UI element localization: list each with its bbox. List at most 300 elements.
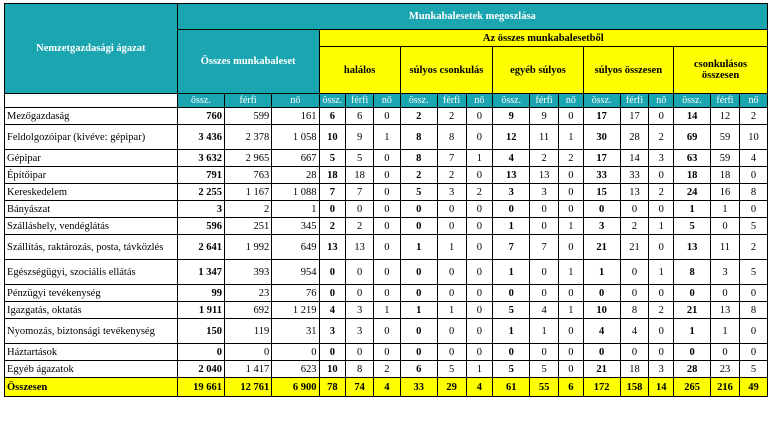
cell-value: 0: [437, 260, 466, 285]
cell-value: 251: [224, 218, 271, 235]
table-row: [5, 302, 768, 319]
table-row: [5, 235, 768, 260]
cell-value: 1: [400, 235, 437, 260]
cell-value: 31: [272, 319, 319, 344]
cell-value: 0: [466, 218, 493, 235]
cell-value: 12: [493, 125, 530, 150]
cell-value: 0: [583, 344, 620, 361]
cell-value: 33: [400, 378, 437, 397]
cell-value: 0: [346, 201, 374, 218]
cell-value: 0: [649, 201, 674, 218]
cell-value: 0: [649, 108, 674, 125]
cell-value: 0: [466, 167, 493, 184]
cell-value: 33: [583, 167, 620, 184]
cell-value: 0: [739, 167, 767, 184]
subheader-female: nő: [559, 94, 584, 108]
cell-value: 0: [437, 344, 466, 361]
sector-name: Építőipar: [5, 167, 178, 184]
cell-value: 150: [177, 319, 224, 344]
cell-value: 0: [674, 285, 711, 302]
cell-value: 99: [177, 285, 224, 302]
cell-value: 0: [466, 285, 493, 302]
sector-name: Bányászat: [5, 201, 178, 218]
cell-value: 3: [649, 361, 674, 378]
table-row: [5, 184, 768, 201]
table-row: [5, 361, 768, 378]
cell-value: 0: [400, 344, 437, 361]
accident-table: [4, 3, 768, 397]
cell-value: 0: [346, 260, 374, 285]
cell-value: 0: [649, 285, 674, 302]
cell-value: 78: [319, 378, 346, 397]
cell-value: 2 040: [177, 361, 224, 378]
cell-value: 1 911: [177, 302, 224, 319]
cell-value: 2: [400, 167, 437, 184]
subheader-male: férfi: [224, 94, 271, 108]
cell-value: 0: [400, 218, 437, 235]
subheader-total: össz.: [674, 94, 711, 108]
cell-value: 2: [649, 302, 674, 319]
cell-value: 3 436: [177, 125, 224, 150]
cell-value: 0: [739, 201, 767, 218]
cell-value: 2: [466, 184, 493, 201]
cell-value: 0: [272, 344, 319, 361]
cell-value: 172: [583, 378, 620, 397]
cell-value: 14: [649, 378, 674, 397]
cell-value: 3: [649, 150, 674, 167]
cell-value: 18: [620, 361, 649, 378]
cell-value: 0: [400, 201, 437, 218]
cell-value: 0: [559, 361, 584, 378]
cell-value: 0: [177, 344, 224, 361]
cell-value: 596: [177, 218, 224, 235]
cell-value: 1 088: [272, 184, 319, 201]
cell-value: 1: [530, 319, 559, 344]
cell-value: 1 417: [224, 361, 271, 378]
cell-value: 2: [319, 218, 346, 235]
cell-value: 2: [739, 235, 767, 260]
cell-value: 0: [530, 344, 559, 361]
cell-value: 1: [493, 218, 530, 235]
cell-value: 2: [374, 361, 401, 378]
cell-value: 55: [530, 378, 559, 397]
cell-value: 1 347: [177, 260, 224, 285]
cell-value: 3 632: [177, 150, 224, 167]
cell-value: 763: [224, 167, 271, 184]
cell-value: 1: [559, 218, 584, 235]
cell-value: 6: [319, 108, 346, 125]
cell-value: 1: [711, 319, 740, 344]
cell-value: 1: [272, 201, 319, 218]
cell-value: 12: [711, 108, 740, 125]
cell-value: 0: [583, 201, 620, 218]
cell-value: 8: [400, 150, 437, 167]
table-row: [5, 285, 768, 302]
cell-value: 14: [620, 150, 649, 167]
cell-value: 1: [559, 260, 584, 285]
cell-value: 24: [674, 184, 711, 201]
cell-value: 7: [530, 235, 559, 260]
cell-value: 954: [272, 260, 319, 285]
cell-value: 4: [530, 302, 559, 319]
cell-value: 0: [674, 344, 711, 361]
cell-value: 21: [620, 235, 649, 260]
cell-value: 10: [319, 125, 346, 150]
subheader-female: nő: [374, 94, 401, 108]
cell-value: 5: [674, 218, 711, 235]
sector-name: Igazgatás, oktatás: [5, 302, 178, 319]
sector-name: Összesen: [5, 378, 178, 397]
table-row: [5, 167, 768, 184]
cell-value: 0: [374, 218, 401, 235]
subheader-total: össz.: [177, 94, 224, 108]
cell-value: 8: [437, 125, 466, 150]
subheader-total: össz.: [319, 94, 346, 108]
cell-value: 5: [493, 361, 530, 378]
cell-value: 0: [224, 344, 271, 361]
cell-value: 8: [739, 184, 767, 201]
cell-value: 2: [530, 150, 559, 167]
subheader-female: nő: [272, 94, 319, 108]
cell-value: 8: [346, 361, 374, 378]
cell-value: 1: [466, 361, 493, 378]
cell-value: 1: [649, 260, 674, 285]
category-amputation-total: csonkulásos összesen: [674, 47, 768, 94]
cell-value: 1 219: [272, 302, 319, 319]
cell-value: 667: [272, 150, 319, 167]
cell-value: 1: [493, 319, 530, 344]
subheader-total: össz.: [493, 94, 530, 108]
cell-value: 0: [466, 235, 493, 260]
cell-value: 1: [466, 150, 493, 167]
cell-value: 16: [711, 184, 740, 201]
total-accidents-header: Összes munkabaleset: [177, 30, 319, 94]
cell-value: 21: [583, 361, 620, 378]
cell-value: 74: [346, 378, 374, 397]
cell-value: 393: [224, 260, 271, 285]
cell-value: 0: [374, 260, 401, 285]
cell-value: 13: [620, 184, 649, 201]
cell-value: 0: [400, 260, 437, 285]
cell-value: 345: [272, 218, 319, 235]
cell-value: 0: [559, 285, 584, 302]
cell-value: 4: [319, 302, 346, 319]
cell-value: 0: [466, 201, 493, 218]
cell-value: 13: [346, 235, 374, 260]
sector-name: Feldolgozóipar (kivéve: gépipar): [5, 125, 178, 150]
cell-value: 2 378: [224, 125, 271, 150]
cell-value: 2: [739, 108, 767, 125]
cell-value: 0: [437, 319, 466, 344]
cell-value: 17: [583, 108, 620, 125]
cell-value: 2: [559, 150, 584, 167]
cell-value: 30: [583, 125, 620, 150]
cell-value: 5: [739, 361, 767, 378]
subheader-male: férfi: [530, 94, 559, 108]
cell-value: 0: [437, 218, 466, 235]
cell-value: 2: [437, 108, 466, 125]
cell-value: 5: [493, 302, 530, 319]
cell-value: 649: [272, 235, 319, 260]
category-severe-amputation: súlyos csonkulás: [400, 47, 493, 94]
cell-value: 1: [559, 302, 584, 319]
cell-value: 0: [530, 260, 559, 285]
cell-value: 2 965: [224, 150, 271, 167]
cell-value: 0: [711, 285, 740, 302]
cell-value: 4: [739, 150, 767, 167]
cell-value: 23: [711, 361, 740, 378]
cell-value: 2: [437, 167, 466, 184]
cell-value: 0: [466, 125, 493, 150]
sector-header: Nemzetgazdasági ágazat: [5, 4, 178, 94]
subheader-row: [5, 94, 768, 108]
cell-value: 0: [649, 344, 674, 361]
cell-value: 216: [711, 378, 740, 397]
table-row: [5, 218, 768, 235]
cell-value: 29: [437, 378, 466, 397]
cell-value: 1 992: [224, 235, 271, 260]
cell-value: 1: [437, 302, 466, 319]
table-row: [5, 125, 768, 150]
cell-value: 623: [272, 361, 319, 378]
table-body: [5, 108, 768, 397]
cell-value: 15: [583, 184, 620, 201]
cell-value: 0: [530, 218, 559, 235]
cell-value: 19 661: [177, 378, 224, 397]
cell-value: 18: [319, 167, 346, 184]
cell-value: 1: [583, 260, 620, 285]
sector-name: Háztartások: [5, 344, 178, 361]
cell-value: 3: [583, 218, 620, 235]
cell-value: 6: [346, 108, 374, 125]
cell-value: 23: [224, 285, 271, 302]
cell-value: 10: [319, 361, 346, 378]
cell-value: 0: [374, 344, 401, 361]
sector-name: Szállítás, raktározás, posta, távközlés: [5, 235, 178, 260]
cell-value: 9: [530, 108, 559, 125]
cell-value: 0: [559, 184, 584, 201]
cell-value: 161: [272, 108, 319, 125]
sector-name: Nyomozás, biztonsági tevékenység: [5, 319, 178, 344]
cell-value: 7: [493, 235, 530, 260]
cell-value: 9: [346, 125, 374, 150]
cell-value: 0: [437, 201, 466, 218]
cell-value: 2 641: [177, 235, 224, 260]
category-other-severe: egyéb súlyos: [493, 47, 583, 94]
sector-name: Szálláshely, vendéglátás: [5, 218, 178, 235]
cell-value: 13: [674, 235, 711, 260]
cell-value: 0: [319, 260, 346, 285]
cell-value: 28: [620, 125, 649, 150]
sector-name: Pénzügyi tevékenység: [5, 285, 178, 302]
cell-value: 59: [711, 125, 740, 150]
cell-value: 0: [374, 184, 401, 201]
cell-value: 2: [346, 218, 374, 235]
cell-value: 33: [620, 167, 649, 184]
cell-value: 1: [374, 125, 401, 150]
cell-value: 13: [319, 235, 346, 260]
cell-value: 3: [437, 184, 466, 201]
cell-value: 0: [493, 201, 530, 218]
cell-value: 0: [620, 201, 649, 218]
table-row: [5, 108, 768, 125]
cell-value: 2: [400, 108, 437, 125]
cell-value: 0: [466, 344, 493, 361]
cell-value: 4: [493, 150, 530, 167]
cell-value: 0: [319, 344, 346, 361]
total-row: [5, 378, 768, 397]
cell-value: 13: [530, 167, 559, 184]
sector-name: Gépipar: [5, 150, 178, 167]
cell-value: 0: [559, 201, 584, 218]
cell-value: 3: [346, 302, 374, 319]
cell-value: 0: [374, 285, 401, 302]
subheader-female: nő: [466, 94, 493, 108]
cell-value: 13: [493, 167, 530, 184]
cell-value: 1: [437, 235, 466, 260]
cell-value: 0: [711, 344, 740, 361]
cell-value: 0: [400, 285, 437, 302]
cell-value: 28: [674, 361, 711, 378]
cell-value: 2: [649, 184, 674, 201]
cell-value: 17: [583, 150, 620, 167]
sector-name: Egyéb ágazatok: [5, 361, 178, 378]
cell-value: 5: [319, 150, 346, 167]
cell-value: 2: [620, 218, 649, 235]
cell-value: 0: [374, 235, 401, 260]
cell-value: 1: [559, 125, 584, 150]
cell-value: 0: [374, 167, 401, 184]
cell-value: 0: [739, 285, 767, 302]
cell-value: 692: [224, 302, 271, 319]
cell-value: 4: [583, 319, 620, 344]
subheader-female: nő: [739, 94, 767, 108]
cell-value: 18: [674, 167, 711, 184]
subheader-male: férfi: [346, 94, 374, 108]
cell-value: 3: [346, 319, 374, 344]
cell-value: 0: [530, 201, 559, 218]
cell-value: 3: [530, 184, 559, 201]
cell-value: 0: [437, 285, 466, 302]
cell-value: 7: [319, 184, 346, 201]
cell-value: 0: [374, 319, 401, 344]
cell-value: 0: [620, 344, 649, 361]
cell-value: 791: [177, 167, 224, 184]
category-fatal: halálos: [319, 47, 400, 94]
cell-value: 5: [739, 260, 767, 285]
cell-value: 1: [400, 302, 437, 319]
cell-value: 12 761: [224, 378, 271, 397]
cell-value: 21: [674, 302, 711, 319]
subheader-blank: [5, 94, 178, 108]
cell-value: 3: [711, 260, 740, 285]
sector-name: Kereskedelem: [5, 184, 178, 201]
cell-value: 3: [177, 201, 224, 218]
cell-value: 0: [559, 319, 584, 344]
cell-value: 0: [559, 344, 584, 361]
cell-value: 1: [711, 201, 740, 218]
cell-value: 9: [493, 108, 530, 125]
cell-value: 0: [739, 344, 767, 361]
cell-value: 1: [493, 260, 530, 285]
cell-value: 0: [711, 218, 740, 235]
sector-name: Mezőgazdaság: [5, 108, 178, 125]
cell-value: 76: [272, 285, 319, 302]
cell-value: 0: [620, 260, 649, 285]
cell-value: 0: [530, 285, 559, 302]
cell-value: 0: [493, 344, 530, 361]
cell-value: 1: [674, 319, 711, 344]
cell-value: 14: [674, 108, 711, 125]
cell-value: 2: [649, 125, 674, 150]
cell-value: 8: [620, 302, 649, 319]
cell-value: 8: [400, 125, 437, 150]
of-all-header: Az összes munkabalesetből: [319, 30, 767, 47]
cell-value: 265: [674, 378, 711, 397]
cell-value: 6 900: [272, 378, 319, 397]
cell-value: 4: [374, 378, 401, 397]
cell-value: 0: [346, 285, 374, 302]
table-row: [5, 201, 768, 218]
cell-value: 0: [374, 201, 401, 218]
cell-value: 0: [400, 319, 437, 344]
cell-value: 0: [649, 319, 674, 344]
table-row: [5, 319, 768, 344]
cell-value: 0: [346, 344, 374, 361]
cell-value: 0: [620, 285, 649, 302]
cell-value: 5: [400, 184, 437, 201]
cell-value: 17: [620, 108, 649, 125]
cell-value: 18: [711, 167, 740, 184]
cell-value: 11: [711, 235, 740, 260]
table-row: [5, 344, 768, 361]
cell-value: 49: [739, 378, 767, 397]
cell-value: 158: [620, 378, 649, 397]
cell-value: 1: [674, 201, 711, 218]
category-severe-total: súlyos összesen: [583, 47, 673, 94]
cell-value: 59: [711, 150, 740, 167]
cell-value: 0: [466, 319, 493, 344]
cell-value: 18: [346, 167, 374, 184]
cell-value: 5: [739, 218, 767, 235]
subheader-total: össz.: [400, 94, 437, 108]
cell-value: 11: [530, 125, 559, 150]
cell-value: 4: [466, 378, 493, 397]
cell-value: 760: [177, 108, 224, 125]
cell-value: 2 255: [177, 184, 224, 201]
cell-value: 3: [319, 319, 346, 344]
cell-value: 119: [224, 319, 271, 344]
cell-value: 4: [620, 319, 649, 344]
cell-value: 0: [559, 108, 584, 125]
cell-value: 8: [739, 302, 767, 319]
cell-value: 1: [649, 218, 674, 235]
cell-value: 0: [319, 285, 346, 302]
cell-value: 0: [374, 150, 401, 167]
cell-value: 0: [583, 285, 620, 302]
cell-value: 0: [559, 167, 584, 184]
cell-value: 0: [649, 167, 674, 184]
cell-value: 13: [711, 302, 740, 319]
sector-name: Egészségügyi, szociális ellátás: [5, 260, 178, 285]
cell-value: 8: [674, 260, 711, 285]
cell-value: 0: [739, 319, 767, 344]
cell-value: 0: [466, 260, 493, 285]
cell-value: 1 058: [272, 125, 319, 150]
subheader-male: férfi: [437, 94, 466, 108]
cell-value: 6: [559, 378, 584, 397]
cell-value: 0: [493, 285, 530, 302]
